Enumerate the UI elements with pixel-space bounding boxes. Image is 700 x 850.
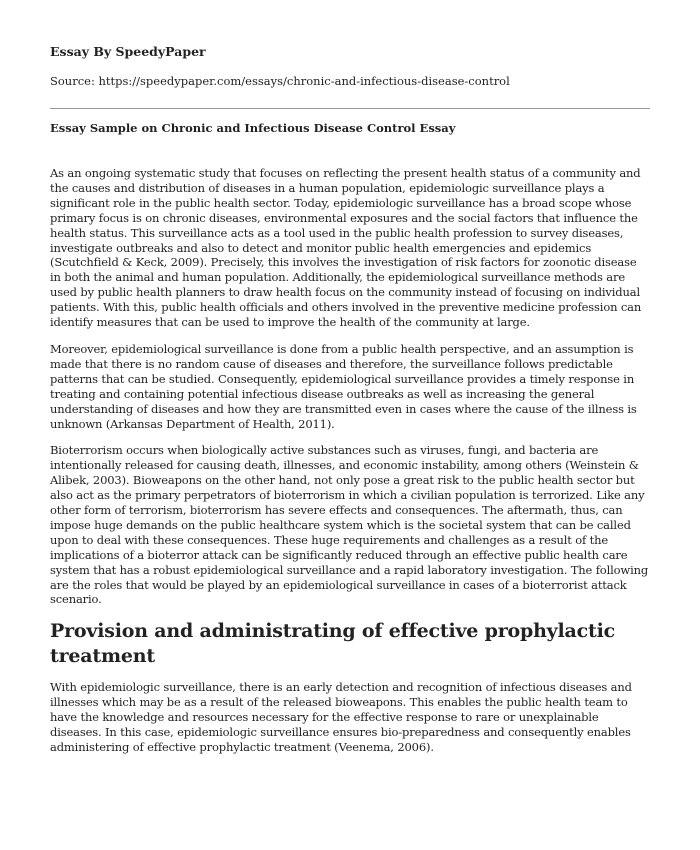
section-heading: Provision and administrating of effective prophylactic treatment — [50, 620, 615, 668]
paragraph-3: Bioterrorism occurs when biologically active substances such as viruses, fungi, and bacteria are intentionally released for causing death, illnesses, and economic instability, among others (Weinstein & Alibek, 2003). Bioweapons on the other hand, not only pose a great risk to the public health sector but also act as the primary perpetrators of bioterrorism in which a civilian population is terrorized. Like any other form of terrorism, bioterrorism has severe effects and consequences. The aftermath, thus, can impose huge demands on the public healthcare system which is the societal system that can be called upon to deal with these consequences. These huge requirements and challenges as a result of the implications of a bioterror attack can be significantly reduced through an effective public health care system that has a robust epidemiological surveillance and a rapid laboratory investigation. The following are the roles that would be played by an epidemiological surveillance in cases of a bioterrorist attack scenario. — [50, 443, 649, 607]
essay-body — [50, 166, 650, 767]
paragraph-1: As an ongoing systematic study that focuses on reflecting the present health status of a community and the causes and distribution of diseases in a human population, epidemiologic surveillance plays a significant role in the public health sector. Today, epidemiologic surveillance has a broad scope whose primary focus is on chronic diseases, environmental exposures and the social factors that influence the health status. This surveillance acts as a tool used in the public health profession to survey diseases, investigate outbreaks and also to detect and monitor public health emergencies and epidemics (Scutchfield & Keck, 2009). Precisely, this involves the investigation of risk factors for zoonotic disease in both the animal and human population. Additionally, the epidemiological surveillance methods are used by public health planners to draw health focus on the community instead of focusing on individual patients. With this, public health officials and others involved in the preventive medicine profession can identify measures that can be used to improve the health of the community at large. — [50, 166, 642, 330]
source-line: Source: https://speedypaper.com/essays/chronic-and-infectious-disease-control — [50, 74, 510, 88]
section-paragraph: With epidemiologic surveillance, there is an early detection and recognition of infectious diseases and illnesses which may be as a result of the released bioweapons. This enables the public health team to have the knowledge and resources necessary for the effective response to rare or unexplainable diseases. In this case, epidemiologic surveillance ensures bio-preparedness and consequently enables administering of effective prophylactic treatment (Veenema, 2006). — [50, 680, 632, 754]
essay-title: Essay Sample on Chronic and Infectious Disease Control Essay — [50, 121, 456, 135]
header-divider — [50, 108, 650, 109]
document-header-title: Essay By SpeedyPaper — [50, 44, 206, 59]
paragraph-2: Moreover, epidemiological surveillance is done from a public health perspective, and an assumption is made that there is no random cause of diseases and therefore, the surveillance follows predictable patterns that can be studied. Consequently, epidemiological surveillance provides a timely response in treating and containing potential infectious disease outbreaks as well as increasing the general understanding of diseases and how they are transmitted even in cases where the cause of the illness is unknown (Arkansas Department of Health, 2011). — [50, 341, 637, 431]
